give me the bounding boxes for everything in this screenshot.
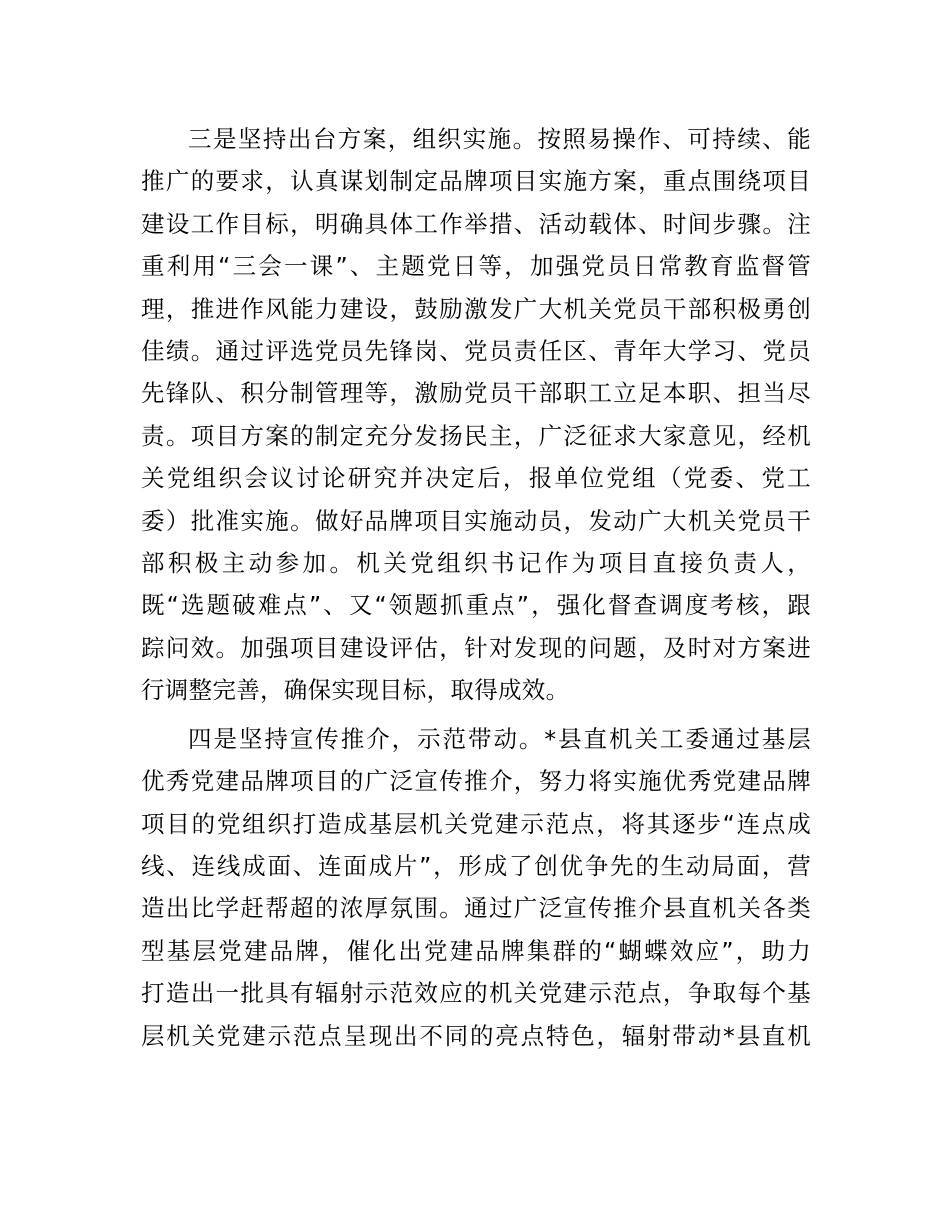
text-line: 四是坚持宣传推介，示范带动。*县直机关工委通过基层 [188, 724, 811, 753]
text-line: 理，推进作风能力建设，鼓励激发广大机关党员干部积极勇创 [141, 294, 811, 323]
text-line: 佳绩。通过评选党员先锋岗、党员责任区、青年大学习、党员 [141, 337, 811, 366]
text-line: 造出比学赶帮超的浓厚氛围。通过广泛宣传推介县直机关各类 [141, 894, 811, 923]
text-line: 责。项目方案的制定充分发扬民主，广泛征求大家意见，经机 [141, 421, 811, 450]
text-line: 先锋队、积分制管理等，激励党员干部职工立足本职、担当尽 [141, 379, 811, 408]
text-line: 层机关党建示范点呈现出不同的亮点特色，辐射带动*县直机 [141, 1021, 811, 1050]
text-line: 踪问效。加强项目建设评估，针对发现的问题，及时对方案进 [141, 633, 811, 662]
text-line: 委）批准实施。做好品牌项目实施动员，发动广大机关党员干 [141, 506, 811, 535]
paragraph-three [141, 118, 811, 712]
text-line: 行调整完善，确保实现目标，取得成效。 [141, 676, 570, 705]
text-line: 优秀党建品牌项目的广泛宣传推介，努力将实施优秀党建品牌 [141, 767, 811, 796]
text-line: 部积极主动参加。机关党组织书记作为项目直接负责人， [141, 549, 811, 578]
text-line: 建设工作目标，明确具体工作举措、活动载体、时间步骤。注 [141, 209, 811, 238]
text-line: 型基层党建品牌，催化出党建品牌集群的“蝴蝶效应”，助力 [141, 936, 811, 965]
text-line: 推广的要求，认真谋划制定品牌项目实施方案，重点围绕项目 [141, 167, 811, 196]
document-page [141, 118, 811, 1057]
text-line: 关党组织会议讨论研究并决定后，报单位党组（党委、党工 [141, 464, 811, 493]
paragraph-four [141, 718, 811, 1057]
text-line: 打造出一批具有辐射示范效应的机关党建示范点，争取每个基 [141, 979, 811, 1008]
text-line: 三是坚持出台方案，组织实施。按照易操作、可持续、能 [188, 125, 811, 153]
text-line: 既“选题破难点”、又“领题抓重点”，强化督查调度考核，跟 [141, 591, 811, 620]
text-line: 线、连线成面、连面成片”，形成了创优争先的生动局面，营 [141, 851, 811, 880]
text-line: 项目的党组织打造成基层机关党建示范点，将其逐步“连点成 [141, 809, 811, 838]
text-line: 重利用“三会一课”、主题党日等，加强党员日常教育监督管 [141, 252, 811, 281]
